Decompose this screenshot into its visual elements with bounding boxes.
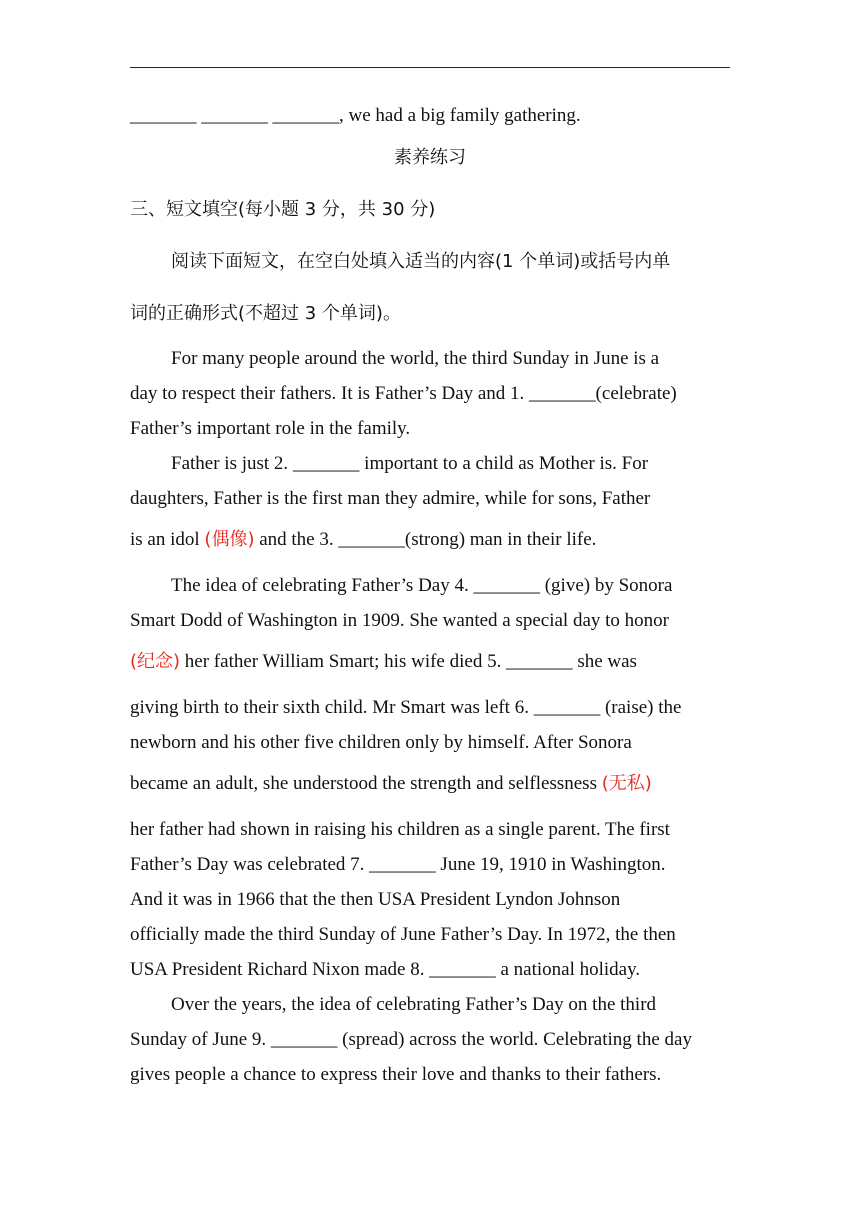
passage-line: Sunday of June 9. _______ (spread) across the world. Celebrating the day	[130, 1029, 692, 1050]
passage-line: day to respect their fathers. It is Father’s Day and 1. _______(celebrate)	[130, 383, 677, 404]
passage-line: Father’s Day was celebrated 7. _______ June 19, 1910 in Washington.	[130, 854, 666, 875]
passage-line	[130, 772, 652, 796]
passage-line: gives people a chance to express their love and thanks to their fathers.	[130, 1064, 662, 1085]
passage-line: officially made the third Sunday of June Father’s Day. In 1972, the then	[130, 924, 676, 945]
passage-line: daughters, Father is the first man they admire, while for sons, Father	[130, 488, 651, 509]
passage-line: Smart Dodd of Washington in 1909. She wanted a special day to honor	[130, 610, 670, 631]
passage-line: newborn and his other five children only by himself. After Sonora	[130, 732, 632, 753]
section-title: 素养练习	[394, 147, 466, 168]
passage-line: Over the years, the idea of celebrating Father’s Day on the third	[171, 994, 657, 1015]
vocab-annotation: (偶像)	[204, 529, 255, 550]
passage-line: USA President Richard Nixon made 8. _______ a national holiday.	[130, 959, 641, 980]
passage-line	[130, 650, 637, 674]
instruction-line-2: 词的正确形式(不超过 3 个单词)。	[130, 303, 401, 324]
passage-line	[130, 528, 596, 552]
passage-text: is an idol	[130, 529, 205, 550]
passage-text: became an adult, she understood the strength and selflessness	[130, 773, 602, 794]
instruction-line-1: 阅读下面短文，在空白处填入适当的内容(1 个单词)或括号内单	[171, 251, 671, 272]
passage-line: Father is just 2. _______ important to a child as Mother is. For	[171, 453, 649, 474]
passage-line: And it was in 1966 that the then USA President Lyndon Johnson	[130, 889, 621, 910]
previous-exercise-line: _______ _______ _______, we had a big family gathering.	[130, 105, 581, 126]
vocab-annotation: (纪念)	[130, 651, 181, 672]
passage-line: her father had shown in raising his children as a single parent. The first	[130, 819, 670, 840]
part-title: 三、短文填空(每小题 3 分，共 30 分)	[130, 199, 436, 220]
header-rule	[130, 67, 730, 68]
passage-text: her father William Smart; his wife died 5. _______ she was	[180, 651, 637, 672]
vocab-annotation: (无私)	[601, 773, 652, 794]
passage-text: and the 3. _______(strong) man in their life.	[254, 529, 597, 550]
passage-line: Father’s important role in the family.	[130, 418, 411, 439]
passage-line: For many people around the world, the third Sunday in June is a	[171, 348, 660, 369]
passage-line: The idea of celebrating Father’s Day 4. _______ (give) by Sonora	[171, 575, 673, 596]
passage-line: giving birth to their sixth child. Mr Smart was left 6. _______ (raise) the	[130, 697, 682, 718]
